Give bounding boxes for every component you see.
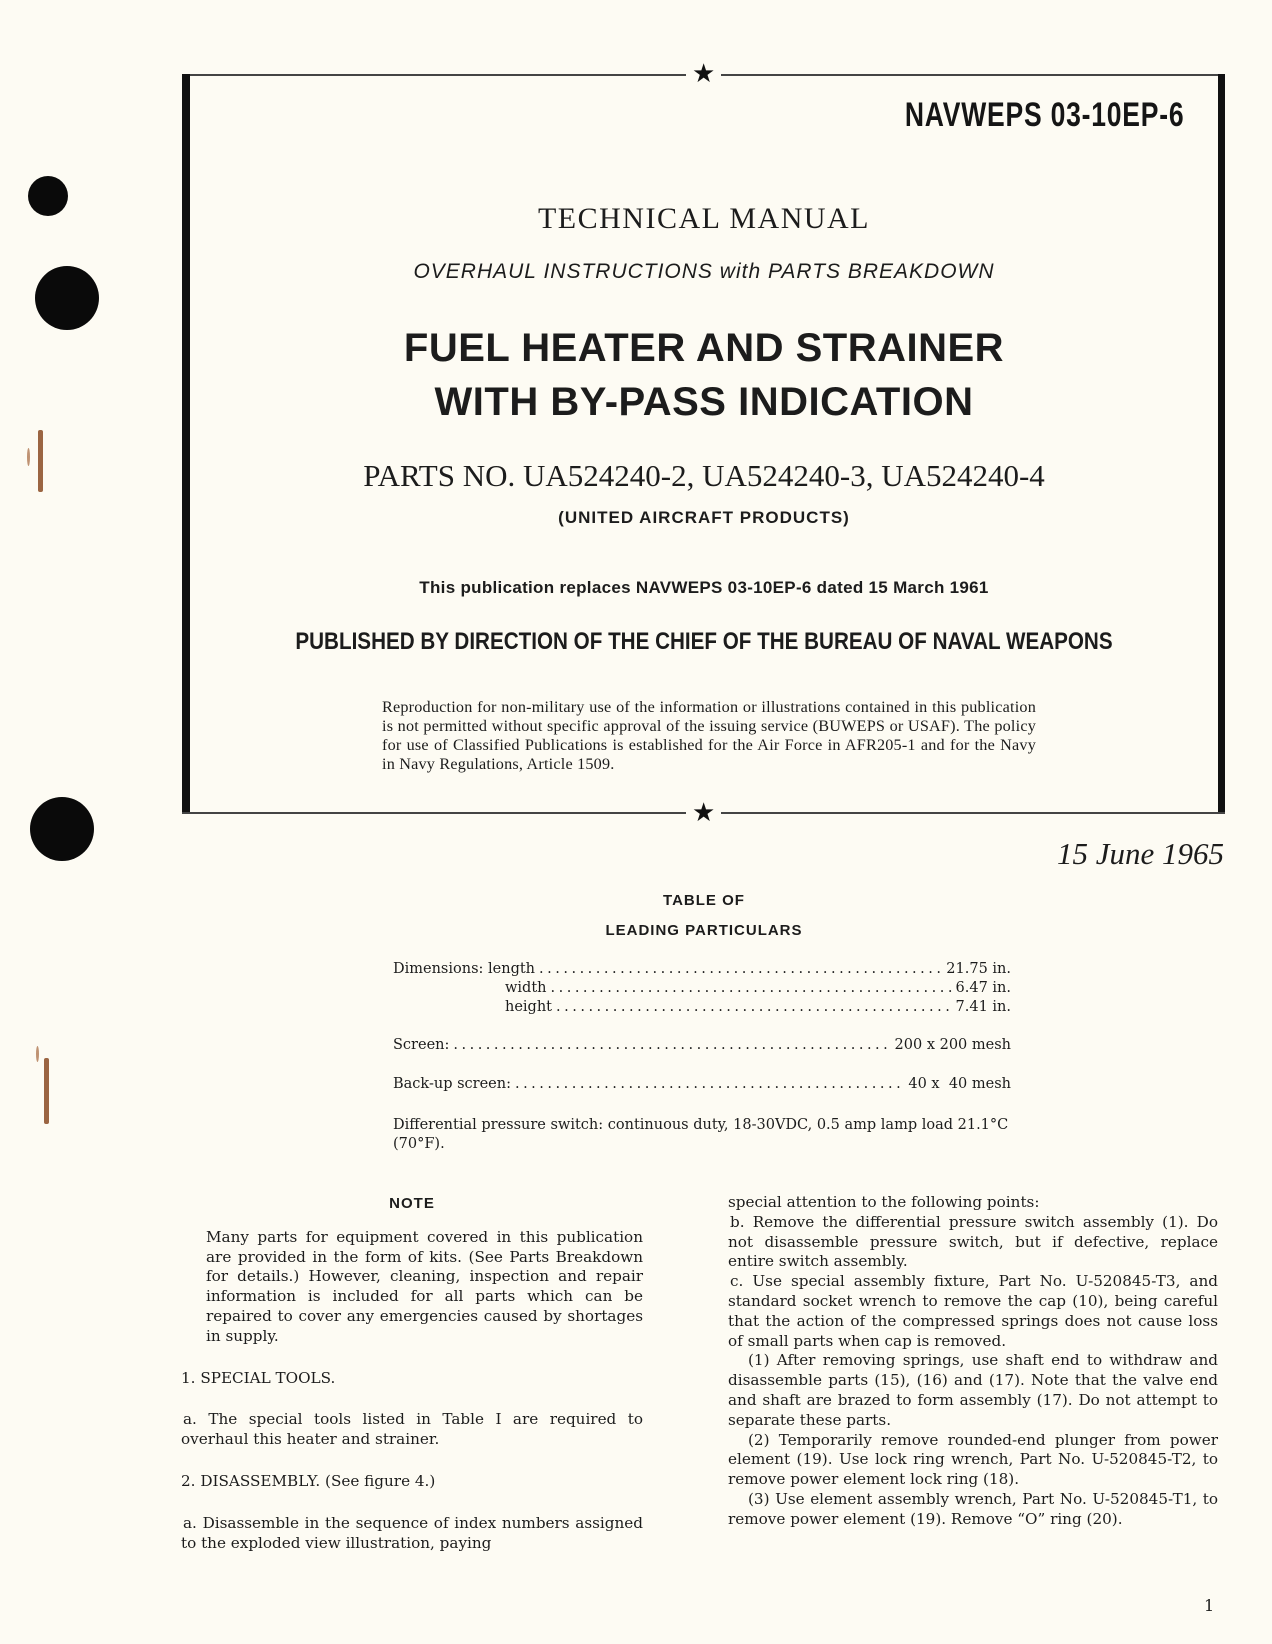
item-b: b. Remove the differential pressure switch assembly (1). Do not disassemble pressure switch, but if defective, replace entire switch assembly. xyxy=(728,1212,1218,1271)
section-1-heading: 1. SPECIAL TOOLS. xyxy=(181,1368,336,1387)
item-c-1: (1) After removing springs, use shaft end to withdraw and disassemble parts (15), (16) and (17). Note that the valve end and shaft are brazed to form assembly (17). Do not attempt to separate these parts. xyxy=(728,1351,1218,1429)
reproduction-notice: Reproduction for non-military use of the information or illustrations contained in this publication is not permitted without specific approval of the issuing service (BUWEPS or USAF). The policy for use of Classified Publications is established for the Air Force in AFR205-1 and for the Navy in Navy Regulations, Article 1509. xyxy=(382,698,1036,773)
row-label: Screen: xyxy=(393,1037,450,1053)
item-c-2: (2) Temporarily remove rounded-end plunger from power element (19). Use lock ring wrench, Part No. U-520845-T2, to remove power element lock ring (18). xyxy=(728,1430,1218,1489)
particulars-row-length xyxy=(393,960,1011,978)
item-c-3: (3) Use element assembly wrench, Part No. U-520845-T1, to remove power element (19). Remove “O” ring (20). xyxy=(728,1489,1218,1528)
dot-leader xyxy=(551,979,952,997)
particulars-row-backup-screen xyxy=(393,1075,1011,1093)
left-column xyxy=(181,1194,643,1553)
row-value: 7.41 in. xyxy=(955,999,1011,1015)
table-heading-line-1: TABLE OF xyxy=(663,892,745,909)
dot-leader xyxy=(556,998,952,1016)
row-label: Back-up screen: xyxy=(393,1076,511,1092)
dot-leader xyxy=(515,1075,904,1093)
manual-type: TECHNICAL MANUAL xyxy=(537,202,871,235)
supersedes-notice: This publication replaces NAVWEPS 03-10EP-6 dated 15 March 1961 xyxy=(419,578,989,597)
item-c: c. Use special assembly fixture, Part No. U-520845-T3, and standard socket wrench to remove the cap (10), being careful that the action of the compressed springs does not cause loss of small parts when cap is removed. xyxy=(728,1272,1218,1350)
note-heading: NOTE xyxy=(389,1195,435,1212)
row-label: height xyxy=(505,999,553,1015)
dot-leader xyxy=(453,1036,890,1054)
punch-hole-1 xyxy=(28,176,68,216)
differential-switch-spec: Differential pressure switch: continuous duty, 18-30VDC, 0.5 amp lamp load 21.1°C (70°F). xyxy=(393,1117,1009,1152)
manufacturer: (UNITED AIRCRAFT PRODUCTS) xyxy=(558,508,850,527)
title-line-1: FUEL HEATER AND STRAINER xyxy=(403,326,1005,370)
frame-left-bar xyxy=(182,74,190,814)
row-label: width xyxy=(505,980,547,996)
star-icon-bottom: ★ xyxy=(686,800,721,826)
note-text: Many parts for equipment covered in this publication are provided in the form of kits. (See Parts Breakdown for details.) However, cleaning, inspection and repair information is included for all parts which can be repaired to cover any emergencies caused by shortages in supply. xyxy=(206,1227,643,1345)
rust-spot xyxy=(27,448,30,466)
rust-spot xyxy=(36,1046,39,1062)
title-line-2: WITH BY-PASS INDICATION xyxy=(434,380,974,424)
published-by: PUBLISHED BY DIRECTION OF THE CHIEF OF THE BUREAU OF NAVAL WEAPONS xyxy=(295,628,1113,655)
frame-right-bar xyxy=(1218,74,1225,814)
dot-leader xyxy=(539,960,942,978)
right-column xyxy=(728,1193,1218,1530)
publication-date: 15 June 1965 xyxy=(1056,836,1224,871)
page-number: 1 xyxy=(1204,1596,1215,1615)
punch-hole-2 xyxy=(35,266,99,330)
table-heading-line-2: LEADING PARTICULARS xyxy=(605,922,803,939)
section-2-a: a. Disassemble in the sequence of index numbers assigned to the exploded view illustration, paying xyxy=(181,1513,643,1552)
row-label: Dimensions: length xyxy=(393,961,536,977)
star-icon-top: ★ xyxy=(686,61,721,87)
particulars-row-height xyxy=(393,998,1011,1016)
particulars-row-width xyxy=(393,979,1011,997)
row-value: 200 x 200 mesh xyxy=(894,1037,1011,1053)
staple-rust-mark-2 xyxy=(44,1058,49,1124)
staple-rust-mark-1 xyxy=(38,430,43,492)
row-value: 6.47 in. xyxy=(955,980,1011,996)
section-1-a: a. The special tools listed in Table I are required to overhaul this heater and strainer. xyxy=(181,1410,643,1449)
document-number: NAVWEPS 03-10EP-6 xyxy=(904,96,1184,134)
continuation-text: special attention to the following points: xyxy=(728,1193,1040,1211)
row-value: 21.75 in. xyxy=(946,961,1011,977)
parts-number: PARTS NO. UA524240-2, UA524240-3, UA524240-4 xyxy=(363,458,1045,493)
row-value: 40 x 40 mesh xyxy=(908,1076,1011,1092)
particulars-row-screen xyxy=(393,1036,1011,1054)
section-2-heading: 2. DISASSEMBLY. (See figure 4.) xyxy=(181,1471,436,1490)
manual-subtitle: OVERHAUL INSTRUCTIONS with PARTS BREAKDOWN xyxy=(413,260,995,283)
punch-hole-3 xyxy=(30,797,94,861)
